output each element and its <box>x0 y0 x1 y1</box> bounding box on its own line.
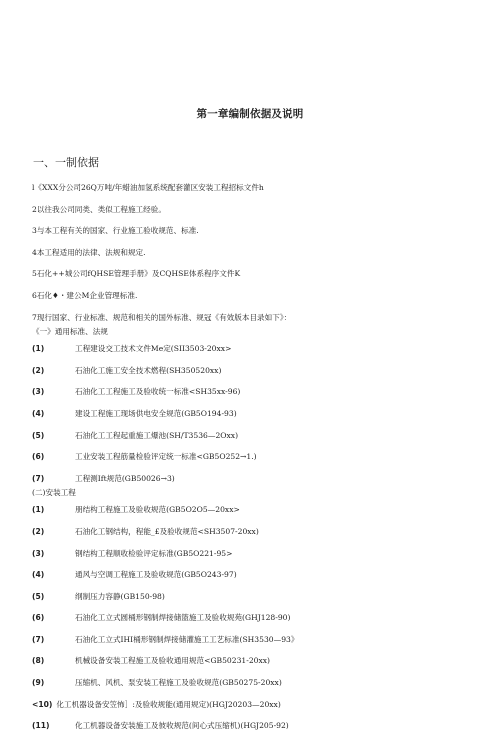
basis-item: 5石化++城公司fQHSE管理手册》及CQHSE体系程序文件K <box>32 269 241 279</box>
row-number: (7) <box>32 473 45 483</box>
row-number: (4) <box>32 408 45 418</box>
row-number: (4) <box>32 570 45 580</box>
group-title-installation: (二)安装工程 <box>32 488 76 498</box>
row-number: (9) <box>32 678 45 688</box>
row-number: (1) <box>32 344 45 354</box>
section-heading: 一、一制依据 <box>33 156 99 169</box>
row-text: 建设工程施工现场供电安全规范(GB5O194-93) <box>75 408 237 418</box>
standard-row <box>32 656 472 666</box>
basis-item: l《XXX分公司26Q万吨/年蜡油加氢系统配套灌区安装工程招标文件h <box>32 183 264 192</box>
basis-item: 2以往我公司同类、类似工程施工经验。 <box>32 204 166 214</box>
row-text: 石油化工钢结构，程能_£及验收规范<SH3507-20xx) <box>75 526 259 536</box>
row-text: 压缩机、风机、泵安装工程施工及验收规范(GB50275-20xx) <box>75 678 282 688</box>
row-text: 石油化工施工安全技术燃程(SH350520xx) <box>75 365 222 375</box>
standard-row <box>32 431 472 441</box>
row-text: 通风与空调工程施工及验收规范(GB5O243-97) <box>75 570 237 580</box>
document-body <box>32 183 472 743</box>
row-text: 纲制压力容静(GB150-98) <box>75 591 165 601</box>
standard-row <box>32 700 472 710</box>
row-number: (3) <box>32 548 45 558</box>
standard-row <box>32 570 472 580</box>
row-number: (5) <box>32 591 45 601</box>
basis-item: 3与本工程有关的国家、行业施工验收规范、标准. <box>32 226 199 236</box>
row-text: 石油化工立式IHI桶形钢制焊接储灌施工工艺标准(SH3530—93》 <box>75 634 299 644</box>
row-text: 工程建设交工技术文件Me定(SII3503-20xx> <box>75 344 232 354</box>
row-text: 石油化工工程起重施工爆池(SH/T3536—2Oxx) <box>75 430 239 440</box>
row-text: 石油化工立式圆桶形钢制焊接储篮施工及验收规苑(GHJ128-90) <box>75 613 291 623</box>
row-number: <10) <box>32 699 53 709</box>
standard-row <box>32 592 472 602</box>
standard-row <box>32 409 472 419</box>
standard-row <box>32 387 472 397</box>
row-number: (6) <box>32 452 45 462</box>
row-number: (11) <box>32 721 50 731</box>
basis-item: 7现行国家、行业标准、规范和相关的国外标准、规冠《有效版本目录如下》： <box>32 312 292 322</box>
standard-row <box>32 678 472 688</box>
standard-row <box>32 366 472 376</box>
row-text: 石油化工工程施工及验收统一标准<SH35xx-96) <box>75 387 241 397</box>
row-text: 化工机器设备安装施工及彼收规范(间心式压缩机)(HGJ205-92) <box>75 721 289 731</box>
row-number: (3) <box>32 387 45 397</box>
row-number: (1) <box>32 505 45 515</box>
row-text: 化工机器设备安笠怖］:及验收规能(通用规定)(HGJ20203—20xx) <box>56 699 281 709</box>
standard-row <box>32 505 472 515</box>
basis-item: 6石化♦・建公M企业管理标准. <box>32 290 138 300</box>
standard-row <box>32 452 472 462</box>
row-number: (6) <box>32 613 45 623</box>
row-number: (7) <box>32 634 45 644</box>
row-text: 工业安装工程筋量检验评定统一标准<GB5O252→1.) <box>75 452 257 462</box>
row-text: 朋结构工程施工及验收规范(GB5O2O5—20xx> <box>75 505 240 515</box>
row-number: (5) <box>32 430 45 440</box>
row-text: 机械设备安装工程施工及验收通用规范<GB50231-20xx) <box>75 656 271 666</box>
row-text: 钢结构工程顺收检验评定标准(GB5O221-95> <box>75 548 233 558</box>
standard-row <box>32 549 472 559</box>
basis-item: 4本工程适用的法律、法规和规定. <box>32 247 146 257</box>
standard-row <box>32 721 472 731</box>
chapter-title: 第一章编制依据及说明 <box>196 108 304 120</box>
group-title-general: 《一》通用标准、法规 <box>32 327 108 337</box>
row-text: 工程测Ift规范(GB50026→3) <box>75 473 175 483</box>
row-number: (2) <box>32 526 45 536</box>
standard-row <box>32 527 472 537</box>
standard-row <box>32 635 472 645</box>
standard-row <box>32 344 472 354</box>
row-number: (8) <box>32 656 45 666</box>
row-number: (2) <box>32 365 45 375</box>
standard-row <box>32 613 472 623</box>
standard-row <box>32 474 472 484</box>
